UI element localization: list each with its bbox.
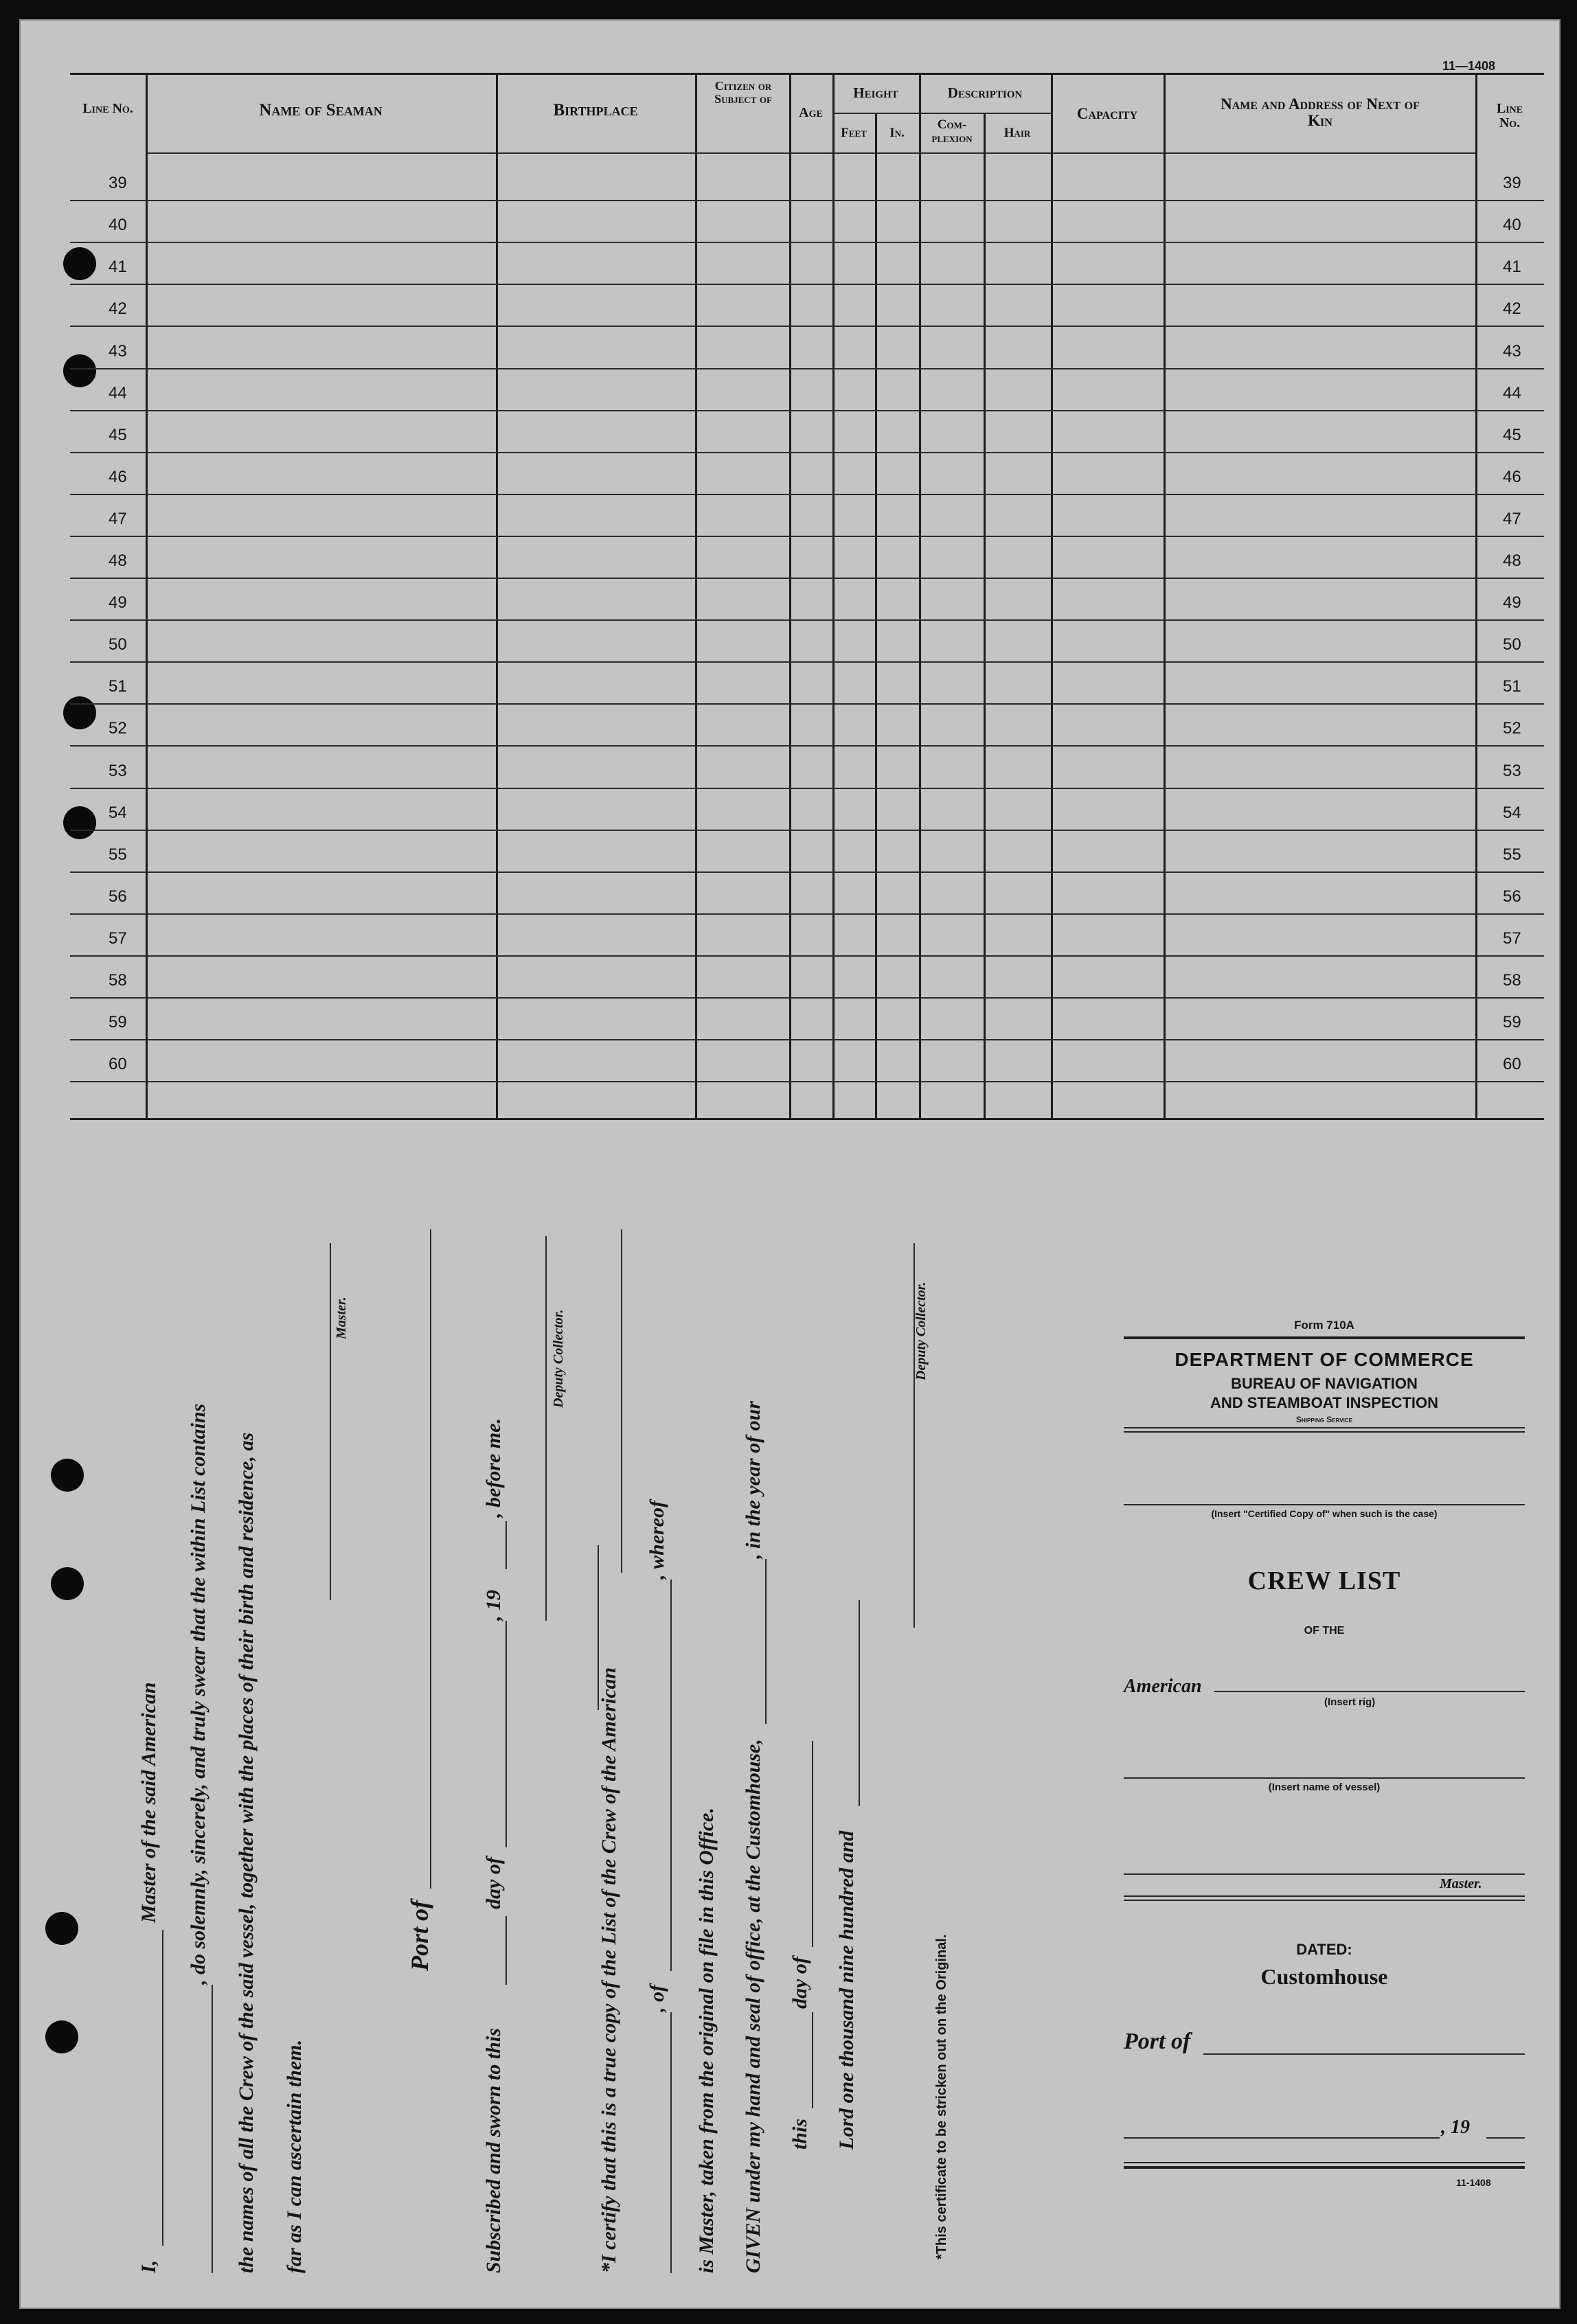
- insert-vessel-note: (Insert name of vessel): [1268, 1781, 1381, 1793]
- crew-list-form-sheet: [19, 19, 1561, 2309]
- port-of-line: [1203, 2053, 1525, 2055]
- line-number-right: 54: [1503, 804, 1521, 822]
- date-line: [1124, 2137, 1440, 2139]
- header-inches: In.: [889, 126, 905, 140]
- line-number-left: 39: [109, 174, 127, 192]
- header-citizen: Citizen or Subject of: [714, 79, 772, 106]
- table-row-rule: [70, 368, 1544, 369]
- table-bottom-rule: [70, 1118, 1544, 1120]
- description-subrule: [919, 113, 1051, 114]
- line-number-right: 45: [1503, 426, 1521, 444]
- oath-names-text: the names of all the Crew of the said vessel, together with the places of their birth and residence, as: [235, 1432, 258, 2273]
- oath-ascertain-text: far as I can ascertain them.: [283, 2039, 306, 2273]
- line-number-right: 52: [1503, 719, 1521, 738]
- line-number-right: 42: [1503, 299, 1521, 318]
- blank-line: [812, 1741, 813, 1947]
- line-number-right: 58: [1503, 971, 1521, 990]
- table-row-rule: [70, 788, 1544, 789]
- table-row-rule: [70, 494, 1544, 495]
- panel-rule: [1124, 1431, 1525, 1433]
- blank-line: [670, 1580, 672, 1971]
- master-signature-label: Master.: [334, 1297, 349, 1339]
- master-line: [1124, 1873, 1525, 1875]
- line-number-right: 41: [1503, 258, 1521, 276]
- header-name-of-seaman: Name of Seaman: [259, 101, 383, 119]
- line-number-right: 50: [1503, 635, 1521, 654]
- line-number-left: 52: [109, 719, 127, 738]
- port-of-label: Port of: [1124, 2029, 1191, 2054]
- table-row-rule: [70, 745, 1544, 747]
- bureau-line-1: BUREAU OF NAVIGATION: [1231, 1375, 1418, 1392]
- endorsement-panel: [1124, 1319, 1525, 2205]
- column-rule: [832, 73, 835, 1118]
- table-row-rule: [70, 578, 1544, 579]
- oath-master-of-american: Master of the said American: [137, 1682, 160, 1923]
- deputy-collector-label-1: Deputy Collector.: [551, 1309, 566, 1408]
- column-rule: [919, 73, 921, 1118]
- punch-hole: [51, 1567, 84, 1600]
- column-rule: [1051, 73, 1053, 1118]
- day-of-text: day of: [482, 1857, 505, 1909]
- table-row-rule: [70, 536, 1544, 537]
- column-rule: [984, 113, 986, 1118]
- header-rule: [146, 152, 1475, 154]
- table-row-rule: [70, 913, 1544, 915]
- table-row-rule: [70, 284, 1544, 285]
- column-rule: [1475, 73, 1477, 1118]
- line-number-left: 48: [109, 551, 127, 570]
- rig-line: [1214, 1691, 1525, 1692]
- line-number-left: 58: [109, 971, 127, 990]
- blank-line: [812, 2012, 813, 2108]
- whereof-text: , whereof: [646, 1501, 668, 1580]
- line-number-left: 56: [109, 887, 127, 906]
- line-number-right: 39: [1503, 174, 1521, 192]
- oath-certificate: [124, 1216, 1071, 2287]
- line-number-left: 49: [109, 593, 127, 612]
- header-hair: Hair: [1003, 126, 1031, 140]
- insert-certified-note: (Insert "Certified Copy of" when such is the case): [1211, 1508, 1438, 1519]
- deputy-collector-label-2: Deputy Collector.: [914, 1281, 929, 1380]
- line-number-left: 51: [109, 677, 127, 696]
- port-of-line: [430, 1229, 431, 1889]
- blank-line: [506, 1916, 507, 1985]
- line-number-right: 57: [1503, 929, 1521, 948]
- table-top-rule: [70, 73, 1544, 75]
- header-complexion: Com-plexion: [931, 117, 973, 146]
- subscribed-text: Subscribed and sworn to this: [482, 2028, 505, 2273]
- master-label: Master.: [1440, 1876, 1482, 1891]
- certificate-footnote: *This certificate to be stricken out on the Original.: [934, 1934, 949, 2259]
- column-rule: [789, 73, 791, 1118]
- vessel-name-line: [1124, 1777, 1525, 1779]
- panel-rule: [1124, 2166, 1525, 2169]
- table-row-rule: [70, 410, 1544, 411]
- blank-line: [212, 1985, 213, 2273]
- line-number-left: 57: [109, 929, 127, 948]
- line-number-left: 41: [109, 258, 127, 276]
- insert-rig-note: (Insert rig): [1324, 1696, 1376, 1708]
- line-number-right: 51: [1503, 677, 1521, 696]
- line-number-left: 43: [109, 342, 127, 361]
- panel-rule: [1124, 1895, 1525, 1897]
- header-description: Description: [947, 84, 1023, 101]
- this-text: this: [788, 2118, 811, 2150]
- punch-hole: [45, 1912, 78, 1945]
- line-number-left: 46: [109, 468, 127, 486]
- in-the-year-text: , in the year of our: [742, 1400, 764, 1559]
- oath-i: I,: [137, 2259, 160, 2273]
- table-row-rule: [70, 872, 1544, 873]
- dated-label: DATED:: [1296, 1941, 1352, 1958]
- form-710a: Form 710A: [1294, 1319, 1354, 1332]
- line-number-left: 60: [109, 1055, 127, 1073]
- customhouse-label: Customhouse: [1260, 1964, 1388, 1989]
- header-age: Age: [799, 105, 823, 120]
- line-number-left: 45: [109, 426, 127, 444]
- height-subrule: [832, 113, 919, 114]
- line-number-left: 44: [109, 384, 127, 402]
- table-row-rule: [70, 200, 1544, 201]
- table-row-rule: [70, 326, 1544, 327]
- line-number-left: 40: [109, 216, 127, 234]
- master-name-line: [162, 1930, 163, 2246]
- header-line-no: Line No.: [82, 101, 133, 116]
- table-row-rule: [70, 619, 1544, 621]
- of-text: , of: [646, 1985, 668, 2012]
- crew-table: [70, 67, 1544, 1118]
- american-label: American: [1124, 1676, 1202, 1697]
- line-number-right: 49: [1503, 593, 1521, 612]
- header-height: Height: [853, 84, 898, 101]
- panel-rule: [1124, 1900, 1525, 1901]
- master-signature-line: [330, 1243, 331, 1600]
- line-number-right: 60: [1503, 1055, 1521, 1073]
- line-number-right: 53: [1503, 762, 1521, 780]
- certify-text: *I certify that this is a true copy of the List of the Crew of the American: [598, 1667, 620, 2273]
- table-row-rule: [70, 1039, 1544, 1040]
- is-master-text: is Master, taken from the original on file in this Office.: [695, 1808, 718, 2273]
- table-row-rule: [70, 661, 1544, 663]
- line-number-left: 55: [109, 845, 127, 864]
- column-rule: [1164, 73, 1166, 1118]
- header-next-of-kin: Name and Address of Next of Kin: [1221, 95, 1420, 130]
- year-line: [1486, 2137, 1525, 2139]
- blank-line: [859, 1600, 860, 1806]
- line-number-right: 48: [1503, 551, 1521, 570]
- day-of-2-text: day of: [788, 1957, 811, 2009]
- department-title: DEPARTMENT OF COMMERCE: [1175, 1349, 1474, 1370]
- panel-rule: [1124, 1427, 1525, 1428]
- given-text: GIVEN under my hand and seal of office, at the Customhouse,: [742, 1739, 764, 2273]
- table-row-rule: [70, 955, 1544, 957]
- line-number-left: 47: [109, 510, 127, 528]
- before-me-text: , before me.: [482, 1418, 505, 1518]
- line-number-right: 43: [1503, 342, 1521, 361]
- panel-rule: [1124, 2162, 1525, 2163]
- column-rule: [146, 73, 148, 1118]
- form-number-top: 11—1408: [1442, 59, 1496, 73]
- punch-hole: [51, 1459, 84, 1492]
- crew-list-title: CREW LIST: [1247, 1567, 1401, 1595]
- blank-line: [670, 2012, 672, 2273]
- shipping-service: Shipping Service: [1296, 1415, 1352, 1424]
- header-line-no-right: Line No.: [1496, 101, 1523, 130]
- table-row-rule: [70, 452, 1544, 453]
- line-number-right: 47: [1503, 510, 1521, 528]
- table-row-rule: [70, 242, 1544, 243]
- punch-hole: [45, 2020, 78, 2053]
- form-number-bottom: 11-1408: [1456, 2177, 1491, 2188]
- oath-swear-text: , do solemnly, sincerely, and truly swear that the within List contains: [187, 1403, 209, 1985]
- nineteen-text: , 19: [482, 1590, 505, 1621]
- line-number-left: 42: [109, 299, 127, 318]
- header-feet: Feet: [841, 126, 867, 140]
- line-number-right: 56: [1503, 887, 1521, 906]
- line-number-right: 46: [1503, 468, 1521, 486]
- panel-rule: [1124, 1336, 1525, 1339]
- deputy-collector-line-1: [545, 1236, 547, 1621]
- column-rule: [496, 73, 498, 1118]
- line-number-right: 59: [1503, 1013, 1521, 1032]
- table-row-rule: [70, 1081, 1544, 1082]
- table-row-rule: [70, 703, 1544, 705]
- table-row-rule: [70, 997, 1544, 999]
- line-number-right: 44: [1503, 384, 1521, 402]
- lord-text: Lord one thousand nine hundred and: [835, 1830, 858, 2150]
- line-number-left: 50: [109, 635, 127, 654]
- line-number-right: 55: [1503, 845, 1521, 864]
- blank-line: [765, 1559, 767, 1724]
- blank-line: [621, 1229, 622, 1573]
- bureau-line-2: AND STEAMBOAT INSPECTION: [1210, 1394, 1439, 1411]
- line-number-left: 53: [109, 762, 127, 780]
- table-row-rule: [70, 830, 1544, 831]
- column-rule: [875, 113, 877, 1118]
- certified-copy-line: [1124, 1504, 1525, 1505]
- blank-line: [506, 1621, 507, 1847]
- line-number-right: 40: [1503, 216, 1521, 234]
- nineteen-label: , 19: [1441, 2117, 1470, 2138]
- line-number-left: 59: [109, 1013, 127, 1032]
- of-the-label: OF THE: [1304, 1625, 1345, 1637]
- blank-line: [506, 1521, 507, 1569]
- header-birthplace: Birthplace: [553, 101, 638, 119]
- column-rule: [695, 73, 697, 1118]
- port-of-label: Port of: [406, 1900, 433, 1971]
- line-number-left: 54: [109, 804, 127, 822]
- header-capacity: Capacity: [1076, 105, 1138, 122]
